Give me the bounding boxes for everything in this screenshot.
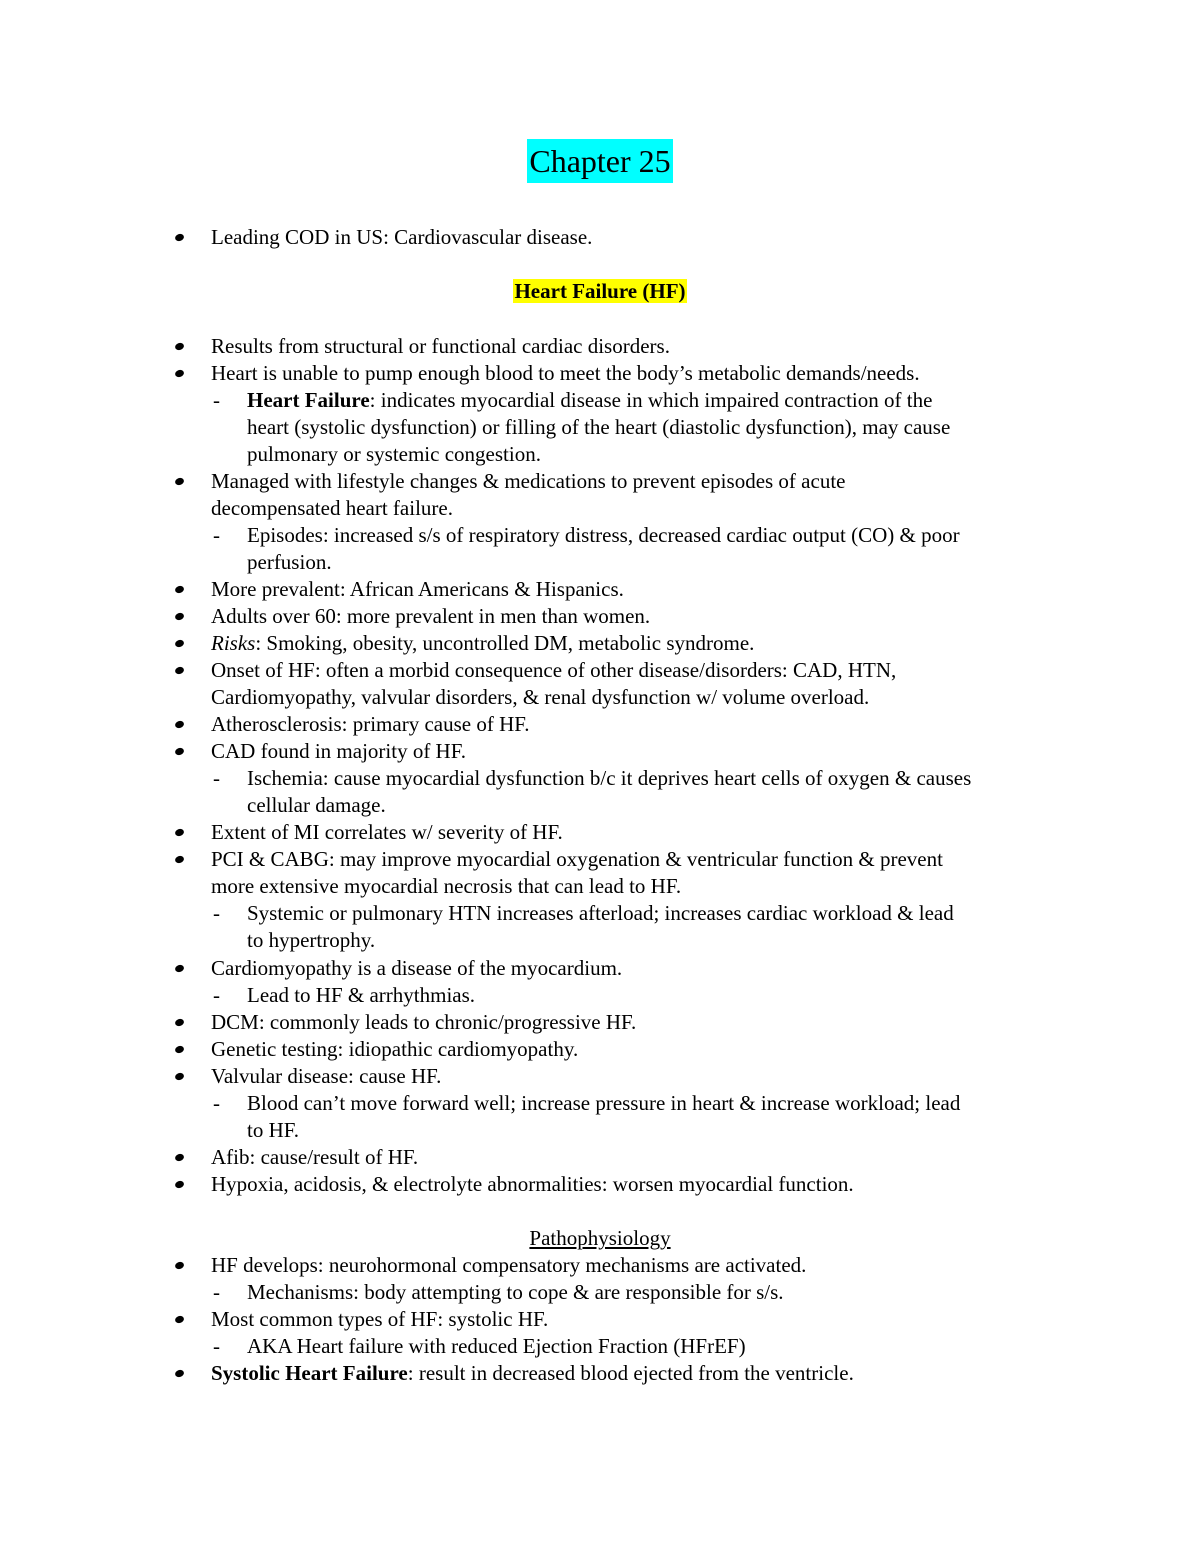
bullet-icon — [174, 711, 186, 738]
section-heading-text: Pathophysiology — [529, 1226, 671, 1250]
sub-item: Ischemia: cause myocardial dysfunction b/c it deprives heart cells of oxygen & causes — [247, 766, 972, 790]
list-item: HF develops: neurohormonal compensatory mechanisms are activated. — [211, 1253, 807, 1277]
list-item — [211, 630, 1091, 657]
list-item-continued: Cardiomyopathy, valvular disorders, & renal dysfunction w/ volume overload. — [211, 685, 870, 709]
bullet-icon — [174, 955, 186, 982]
sub-item: Blood can’t move forward well; increase pressure in heart & increase workload; lead — [247, 1091, 961, 1115]
sub-item-continued: perfusion. — [247, 550, 332, 574]
section-heading-text: Heart Failure (HF) — [514, 279, 686, 303]
dash-marker: - — [213, 901, 220, 925]
section-heading-heart-failure — [0, 278, 1200, 305]
intro-text: Leading COD in US: Cardiovascular disease. — [211, 225, 593, 249]
dash-marker: - — [213, 523, 220, 547]
list-item: Valvular disease: cause HF. — [211, 1064, 442, 1088]
list-item: Afib: cause/result of HF. — [211, 1145, 419, 1169]
dash-marker: - — [213, 1091, 220, 1115]
bullet-icon — [174, 630, 186, 657]
term-italic: Risks — [211, 631, 256, 655]
sub-item: Lead to HF & arrhythmias. — [247, 983, 476, 1007]
bullet-icon — [174, 657, 186, 684]
list-item: PCI & CABG: may improve myocardial oxygenation & ventricular function & prevent — [211, 847, 943, 871]
dash-marker: - — [213, 388, 220, 412]
list-item: CAD found in majority of HF. — [211, 739, 466, 763]
bullet-icon — [174, 1252, 186, 1279]
list-item: Results from structural or functional cardiac disorders. — [211, 334, 670, 358]
bullet-icon — [174, 1036, 186, 1063]
list-item-continued: decompensated heart failure. — [211, 496, 453, 520]
bullet-icon — [174, 468, 186, 495]
sub-item-text: : indicates myocardial disease in which impaired contraction of the — [369, 388, 933, 412]
list-item: Heart is unable to pump enough blood to meet the body’s metabolic demands/needs. — [211, 361, 920, 385]
list-item: Adults over 60: more prevalent in men than women. — [211, 604, 651, 628]
sub-item-continued: pulmonary or systemic congestion. — [247, 442, 541, 466]
bullet-icon — [174, 1144, 186, 1171]
sub-item-continued: to HF. — [247, 1118, 299, 1142]
list-item-text: : Smoking, obesity, uncontrolled DM, metabolic syndrome. — [255, 631, 755, 655]
list-item: Managed with lifestyle changes & medications to prevent episodes of acute — [211, 469, 846, 493]
bullet-icon — [174, 1171, 186, 1198]
list-item: Extent of MI correlates w/ severity of HF. — [211, 820, 563, 844]
bullet-icon — [174, 333, 186, 360]
dash-marker: - — [213, 1334, 220, 1358]
list-item: Cardiomyopathy is a disease of the myocardium. — [211, 956, 623, 980]
bullet-icon — [174, 819, 186, 846]
sub-item-continued: to hypertrophy. — [247, 928, 376, 952]
sub-item: Mechanisms: body attempting to cope & are responsible for s/s. — [247, 1280, 784, 1304]
bullet-icon — [174, 603, 186, 630]
list-item: Genetic testing: idiopathic cardiomyopathy. — [211, 1037, 579, 1061]
bullet-icon — [174, 738, 186, 765]
sub-item — [247, 387, 1127, 414]
list-item: Atherosclerosis: primary cause of HF. — [211, 712, 530, 736]
bullet-icon — [174, 224, 186, 251]
list-item-text: : result in decreased blood ejected from the ventricle. — [407, 1361, 854, 1385]
bullet-icon — [174, 360, 186, 387]
list-item: Onset of HF: often a morbid consequence of other disease/disorders: CAD, HTN, — [211, 658, 897, 682]
dash-marker: - — [213, 766, 220, 790]
bullet-icon — [174, 576, 186, 603]
bullet-icon — [174, 1063, 186, 1090]
dash-marker: - — [213, 1280, 220, 1304]
bullet-icon — [174, 1360, 186, 1387]
term-bold: Heart Failure — [247, 388, 370, 412]
list-item-continued: more extensive myocardial necrosis that can lead to HF. — [211, 874, 682, 898]
bullet-icon — [174, 1009, 186, 1036]
list-item: More prevalent: African Americans & Hispanics. — [211, 577, 624, 601]
list-item: Most common types of HF: systolic HF. — [211, 1307, 549, 1331]
dash-marker: - — [213, 983, 220, 1007]
sub-item-continued: heart (systolic dysfunction) or filling of the heart (diastolic dysfunction), may cause — [247, 415, 951, 439]
page-title: Chapter 25 — [527, 139, 672, 183]
section-heading-pathophysiology — [0, 1225, 1200, 1252]
bullet-icon — [174, 846, 186, 873]
sub-item: Systemic or pulmonary HTN increases afterload; increases cardiac workload & lead — [247, 901, 954, 925]
list-item: DCM: commonly leads to chronic/progressive HF. — [211, 1010, 637, 1034]
term-bold: Systolic Heart Failure — [211, 1361, 408, 1385]
sub-item: Episodes: increased s/s of respiratory distress, decreased cardiac output (CO) & poor — [247, 523, 960, 547]
title-wrap — [0, 139, 1200, 183]
bullet-icon — [174, 1306, 186, 1333]
sub-item-continued: cellular damage. — [247, 793, 386, 817]
list-item: Hypoxia, acidosis, & electrolyte abnormalities: worsen myocardial function. — [211, 1172, 854, 1196]
sub-item: AKA Heart failure with reduced Ejection Fraction (HFrEF) — [247, 1334, 746, 1358]
list-item — [211, 1360, 1091, 1387]
